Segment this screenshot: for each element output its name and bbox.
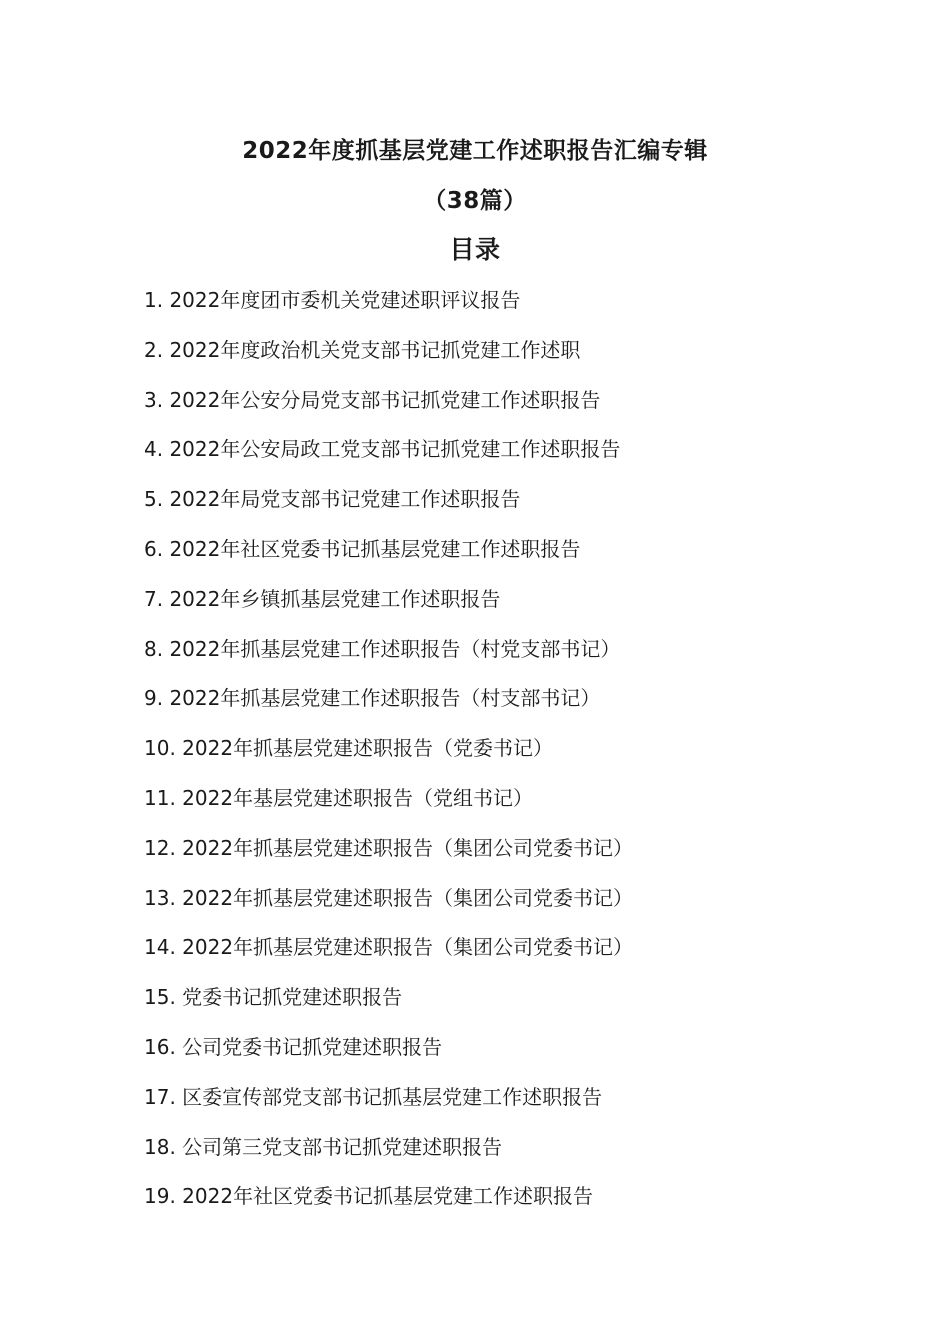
toc-item: 8. 2022年抓基层党建工作述职报告（村党支部书记） bbox=[144, 636, 621, 661]
toc-item: 9. 2022年抓基层党建工作述职报告（村支部书记） bbox=[144, 686, 601, 711]
toc-item: 11. 2022年基层党建述职报告（党组书记） bbox=[144, 785, 534, 810]
toc-item: 6. 2022年社区党委书记抓基层党建工作述职报告 bbox=[144, 536, 581, 561]
toc-item: 13. 2022年抓基层党建述职报告（集团公司党委书记） bbox=[144, 885, 634, 910]
toc-item: 14. 2022年抓基层党建述职报告（集团公司党委书记） bbox=[144, 935, 634, 960]
toc-item: 7. 2022年乡镇抓基层党建工作述职报告 bbox=[144, 586, 501, 611]
toc-item: 10. 2022年抓基层党建述职报告（党委书记） bbox=[144, 736, 554, 761]
toc-list bbox=[144, 285, 633, 1231]
toc-heading: 目录 bbox=[449, 235, 501, 264]
toc-item: 15. 党委书记抓党建述职报告 bbox=[144, 985, 403, 1010]
toc-item: 18. 公司第三党支部书记抓党建述职报告 bbox=[144, 1134, 503, 1159]
toc-item: 5. 2022年局党支部书记党建工作述职报告 bbox=[144, 487, 521, 512]
document-title: 2022年度抓基层党建工作述职报告汇编专辑 bbox=[242, 138, 708, 164]
toc-item: 1. 2022年度团市委机关党建述职评议报告 bbox=[144, 288, 521, 312]
toc-item: 2. 2022年度政治机关党支部书记抓党建工作述职 bbox=[144, 337, 581, 362]
toc-item: 12. 2022年抓基层党建述职报告（集团公司党委书记） bbox=[144, 835, 634, 860]
toc-item: 19. 2022年社区党委书记抓基层党建工作述职报告 bbox=[144, 1184, 594, 1209]
toc-item: 16. 公司党委书记抓党建述职报告 bbox=[144, 1034, 443, 1059]
toc-item: 4. 2022年公安局政工党支部书记抓党建工作述职报告 bbox=[144, 437, 621, 462]
toc-item: 3. 2022年公安分局党支部书记抓党建工作述职报告 bbox=[144, 387, 601, 412]
toc-item: 17. 区委宣传部党支部书记抓基层党建工作述职报告 bbox=[144, 1084, 603, 1109]
document-count: （38篇） bbox=[423, 188, 527, 214]
